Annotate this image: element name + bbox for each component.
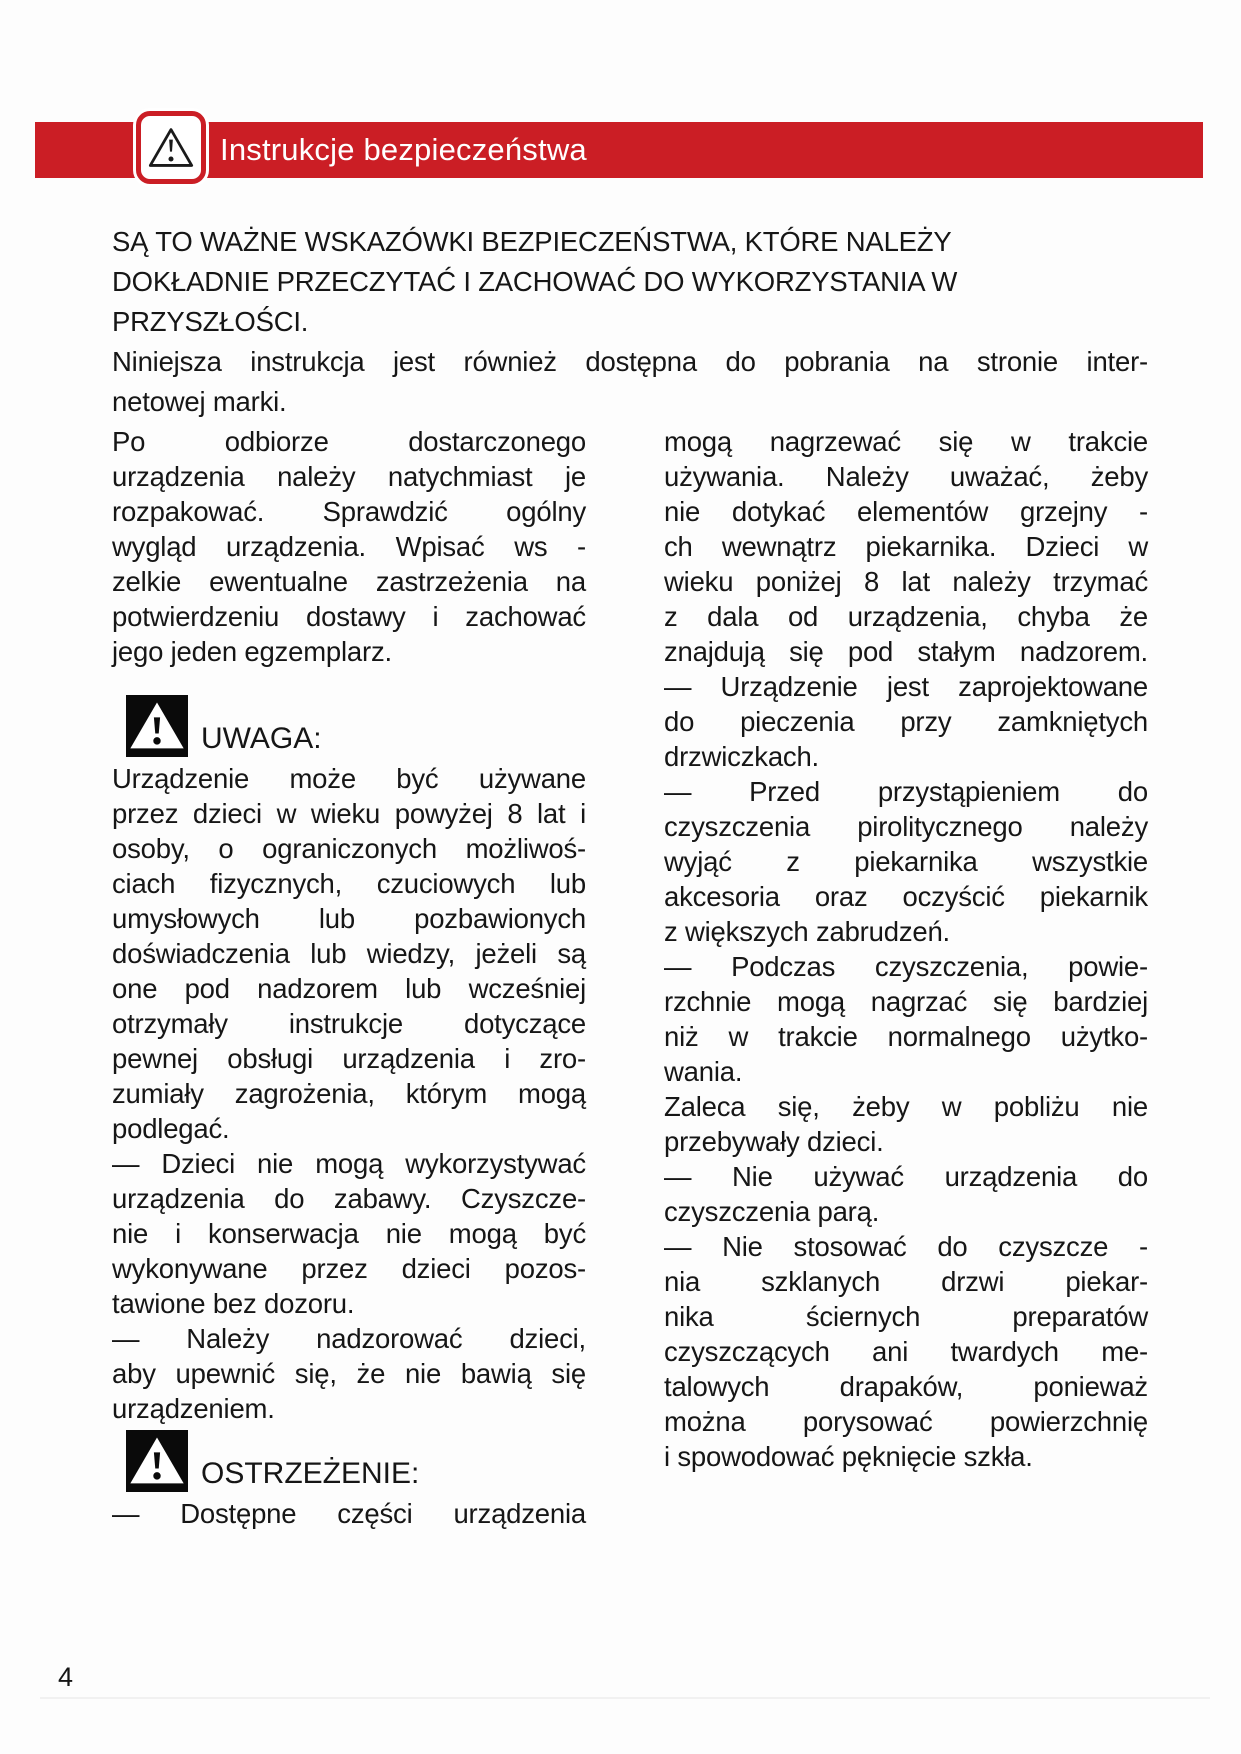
warning-triangle-icon [126,695,188,757]
text-line: DOKŁADNIE PRZECZYTAĆ I ZACHOWAĆ DO WYKORZYSTANIA W [112,266,958,297]
warning-heading-label: OSTRZEŻENIE: [201,1457,420,1490]
text-line: aby upewnić się, że nie bawią się [112,1358,586,1389]
text-line: — Nie stosować do czyszcze - [664,1231,1148,1262]
warning-heading-row [126,695,586,757]
text-line: czyszczenia pirolitycznego należy [664,811,1148,842]
text-line: — Przed przystąpieniem do [664,776,1148,807]
content-area [112,222,1148,1531]
text-line: z większych zabrudzeń. [664,916,951,947]
text-line: wyjąć z piekarnika wszystkie [664,846,1148,877]
column-right [664,424,1148,1474]
warning-badge [136,111,206,184]
warning-heading-row [126,1430,586,1492]
paragraph-gap [112,669,586,691]
text-line: do pieczenia przy zamkniętych [664,706,1148,737]
text-line: jego jeden egzemplarz. [112,636,392,667]
header-bar [35,122,1203,178]
text-line: urządzenia należy natychmiast je [112,461,586,492]
text-line: wygląd urządzenia. Wpisać ws - [112,531,586,562]
text-line: nie dotykać elementów grzejny - [664,496,1148,527]
text-line: wykonywane przez dzieci pozos- [112,1253,586,1284]
warning-triangle-icon [126,1430,188,1492]
text-line: z dala od urządzenia, chyba że [664,601,1148,632]
text-line: umysłowych lub pozbawionych [112,903,586,934]
text-line: — Dostępne części urządzenia [112,1498,586,1529]
text-line: zumiały zagrożenia, którym mogą [112,1078,586,1109]
text-line: podlegać. [112,1113,230,1144]
text-line: — Należy nadzorować dzieci, [112,1323,586,1354]
text-line: używania. Należy uważać, żeby [664,461,1148,492]
text-line: one pod nadzorem lub wcześniej [112,973,586,1004]
text-line: drzwiczkach. [664,741,819,772]
text-line: Urządzenie może być używane [112,763,586,794]
text-line: nika ściernych preparatów [664,1301,1148,1332]
text-line: Niniejsza instrukcja jest również dostępna do pobrania na stronie inter- [112,346,1148,377]
text-line: można porysować powierzchnię [664,1406,1148,1437]
text-line: ciach fizycznych, czuciowych lub [112,868,586,899]
warning-triangle-icon [148,126,194,169]
footer-divider [40,1697,1210,1699]
text-line: znajdują się pod stałym nadzorem. [664,636,1148,667]
warning-heading-label: UWAGA: [201,722,322,755]
text-line: zelkie ewentualne zastrzeżenia na [112,566,586,597]
column-left [112,424,586,1531]
two-column-area [112,424,1148,1531]
text-line: niż w trakcie normalnego użytko- [664,1021,1148,1052]
text-line: przez dzieci w wieku powyżej 8 lat i [112,798,586,829]
text-line: i spowodować pęknięcie szkła. [664,1441,1033,1472]
text-line: doświadczenia lub wiedzy, jeżeli są [112,938,586,969]
page-number: 4 [58,1662,74,1692]
text-line: otrzymały instrukcje dotyczące [112,1008,586,1039]
text-line: akcesoria oraz oczyścić piekarnik [664,881,1148,912]
text-line: tawione bez dozoru. [112,1288,355,1319]
text-line: ch wewnątrz piekarnika. Dzieci w [664,531,1148,562]
text-line: — Dzieci nie mogą wykorzystywać [112,1148,586,1179]
text-line: — Podczas czyszczenia, powie- [664,951,1148,982]
text-line: mogą nagrzewać się w trakcie [664,426,1148,457]
text-line: talowych drapaków, ponieważ [664,1371,1148,1402]
text-line: czyszczenia parą. [664,1196,880,1227]
text-line: rozpakować. Sprawdzić ogólny [112,496,586,527]
text-line: rzchnie mogą nagrzać się bardziej [664,986,1148,1017]
text-line: — Urządzenie jest zaprojektowane [664,671,1148,702]
intro-block [112,222,1148,422]
text-line: przebywały dzieci. [664,1126,884,1157]
text-line: Zaleca się, żeby w pobliżu nie [664,1091,1148,1122]
text-line: czyszczących ani twardych me- [664,1336,1148,1367]
text-line: wania. [664,1056,743,1087]
text-line: potwierdzeniu dostawy i zachować [112,601,586,632]
text-line: urządzeniem. [112,1393,275,1424]
text-line: wieku poniżej 8 lat należy trzymać [664,566,1148,597]
text-line: nia szklanych drzwi piekar- [664,1266,1148,1297]
text-line: — Nie używać urządzenia do [664,1161,1148,1192]
text-line: nie i konserwacja nie mogą być [112,1218,586,1249]
text-line: PRZYSZŁOŚCI. [112,306,309,337]
text-line: netowej marki. [112,386,287,417]
text-line: SĄ TO WAŻNE WSKAZÓWKI BEZPIECZEŃSTWA, KTÓRE NALEŻY [112,226,952,257]
text-line: pewnej obsługi urządzenia i zro- [112,1043,586,1074]
text-line: Po odbiorze dostarczonego [112,426,586,457]
text-line: urządzenia do zabawy. Czyszcze- [112,1183,586,1214]
text-line: osoby, o ograniczonych możliwoś- [112,833,586,864]
page-title: Instrukcje bezpieczeństwa [220,132,587,167]
